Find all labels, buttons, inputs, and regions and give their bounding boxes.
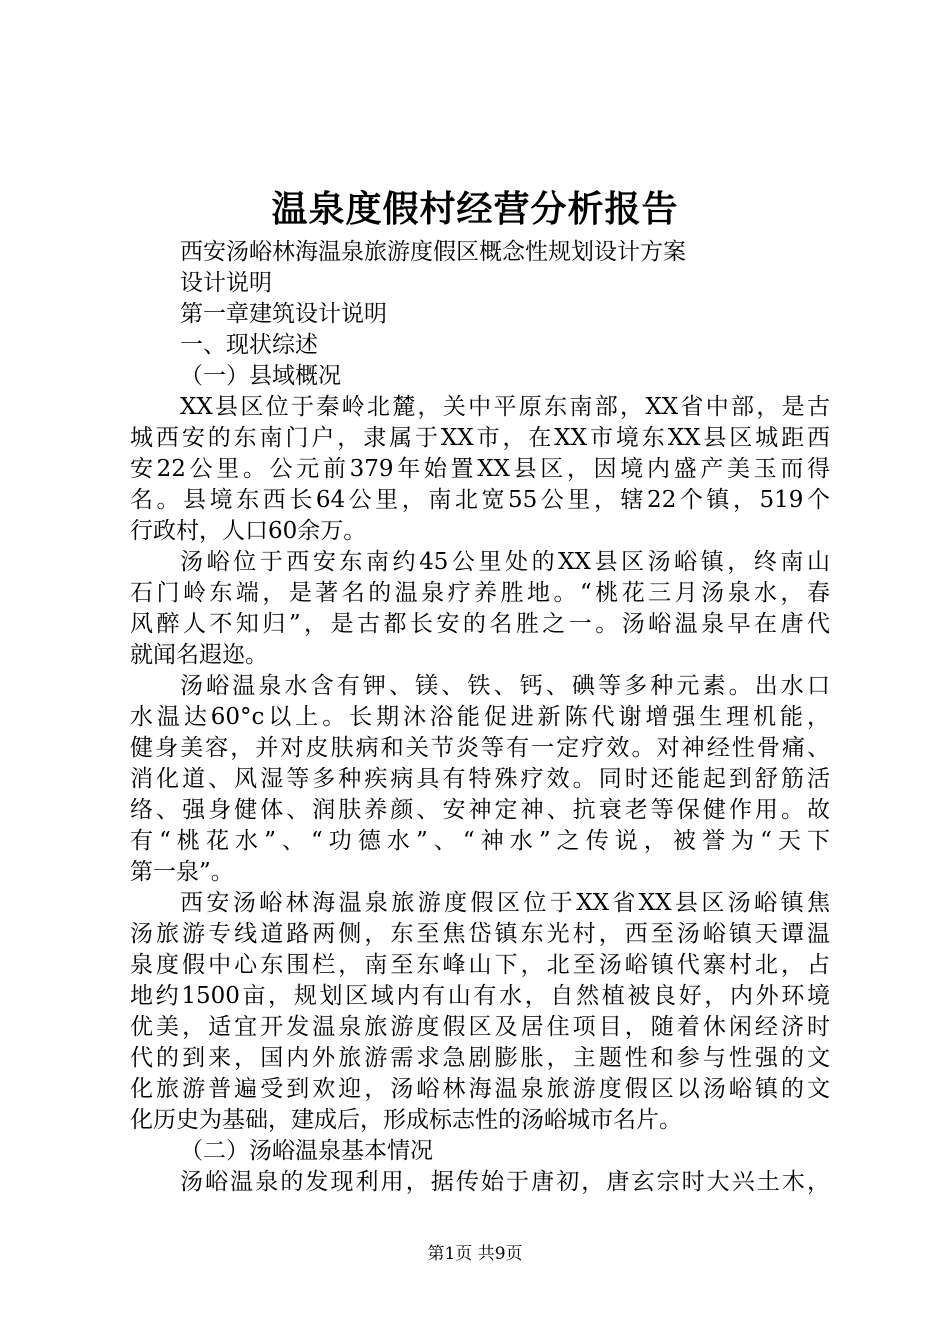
- paragraph-line: XX县区位于秦岭北麓，关中平原东南部，XX省中部，是古: [180, 394, 830, 420]
- paragraph-line: 汤旅游专线道路两侧，东至焦岱镇东光村，西至汤峪镇天谭温: [130, 921, 830, 947]
- paragraph-line: 第一泉”。: [130, 859, 234, 885]
- paragraph-line: 城西安的东南门户，隶属于XX市，在XX市境东XX县区城距西: [130, 425, 830, 451]
- paragraph-line: 有“桃花水”、“功德水”、“神水”之传说，被誉为“天下: [130, 828, 830, 854]
- subtitle-heading: 西安汤峪林海温泉旅游度假区概念性规划设计方案: [180, 239, 686, 265]
- paragraph-line: 化旅游普遍受到欢迎，汤峪林海温泉旅游度假区以汤峪镇的文: [130, 1076, 830, 1102]
- document-body: [130, 237, 830, 1198]
- paragraph-line: 安22公里。公元前379年始置XX县区，因境内盛产美玉而得: [130, 456, 830, 482]
- paragraph-line: 健身美容，并对皮肤病和关节炎等有一定疗效。对神经性骨痛、: [130, 735, 830, 761]
- paragraph-line: 消化道、风湿等多种疾病具有特殊疗效。同时还能起到舒筋活: [130, 766, 830, 792]
- paragraph-line: 络、强身健体、润肤养颜、安神定神、抗衰老等保健作用。故: [130, 797, 830, 823]
- paragraph-line: 风醉人不知归”，是古都长安的名胜之一。汤峪温泉早在唐代: [130, 611, 830, 637]
- paragraph-line: 汤峪温泉的发现利用，据传始于唐初，唐玄宗时大兴土木，: [180, 1169, 830, 1195]
- paragraph-line: 优美，适宜开发温泉旅游度假区及居住项目，随着休闲经济时: [130, 1014, 830, 1040]
- subsection-heading: （一）县域概况: [180, 363, 341, 389]
- subsection-heading-2: （二）汤峪温泉基本情况: [180, 1138, 433, 1164]
- chapter-heading: 第一章建筑设计说明: [180, 301, 387, 327]
- paragraph-line: 石门岭东端，是著名的温泉疗养胜地。“桃花三月汤泉水，春: [130, 580, 830, 606]
- design-description-heading: 设计说明: [180, 270, 272, 296]
- section-heading: 一、现状综述: [180, 332, 318, 358]
- paragraph-line: 地约1500亩，规划区域内有山有水，自然植被良好，内外环境: [130, 983, 830, 1009]
- paragraph-line: 代的到来，国内外旅游需求急剧膨胀，主题性和参与性强的文: [130, 1045, 830, 1071]
- paragraph-line: 西安汤峪林海温泉旅游度假区位于XX省XX县区汤峪镇焦: [180, 890, 830, 916]
- page-number-footer: 第1页 共9页: [427, 1244, 523, 1264]
- paragraph-line: 行政村，人口60余万。: [130, 518, 367, 544]
- paragraph-line: 就闻名遐迩。: [130, 642, 268, 668]
- paragraph-line: 名。县境东西长64公里，南北宽55公里，辖22个镇，519个: [130, 487, 830, 513]
- paragraph-line: 汤峪温泉水含有钾、镁、铁、钙、碘等多种元素。出水口: [180, 673, 830, 699]
- document-title: 温泉度假村经营分析报告: [271, 188, 679, 230]
- paragraph-line: 汤峪位于西安东南约45公里处的XX县区汤峪镇，终南山: [180, 549, 830, 575]
- paragraph-line: 水温达60°c以上。长期沐浴能促进新陈代谢增强生理机能，: [130, 704, 830, 730]
- paragraph-line: 化历史为基础，建成后，形成标志性的汤峪城市名片。: [130, 1107, 682, 1133]
- paragraph-line: 泉度假中心东围栏，南至东峰山下，北至汤峪镇代寨村北，占: [130, 952, 830, 978]
